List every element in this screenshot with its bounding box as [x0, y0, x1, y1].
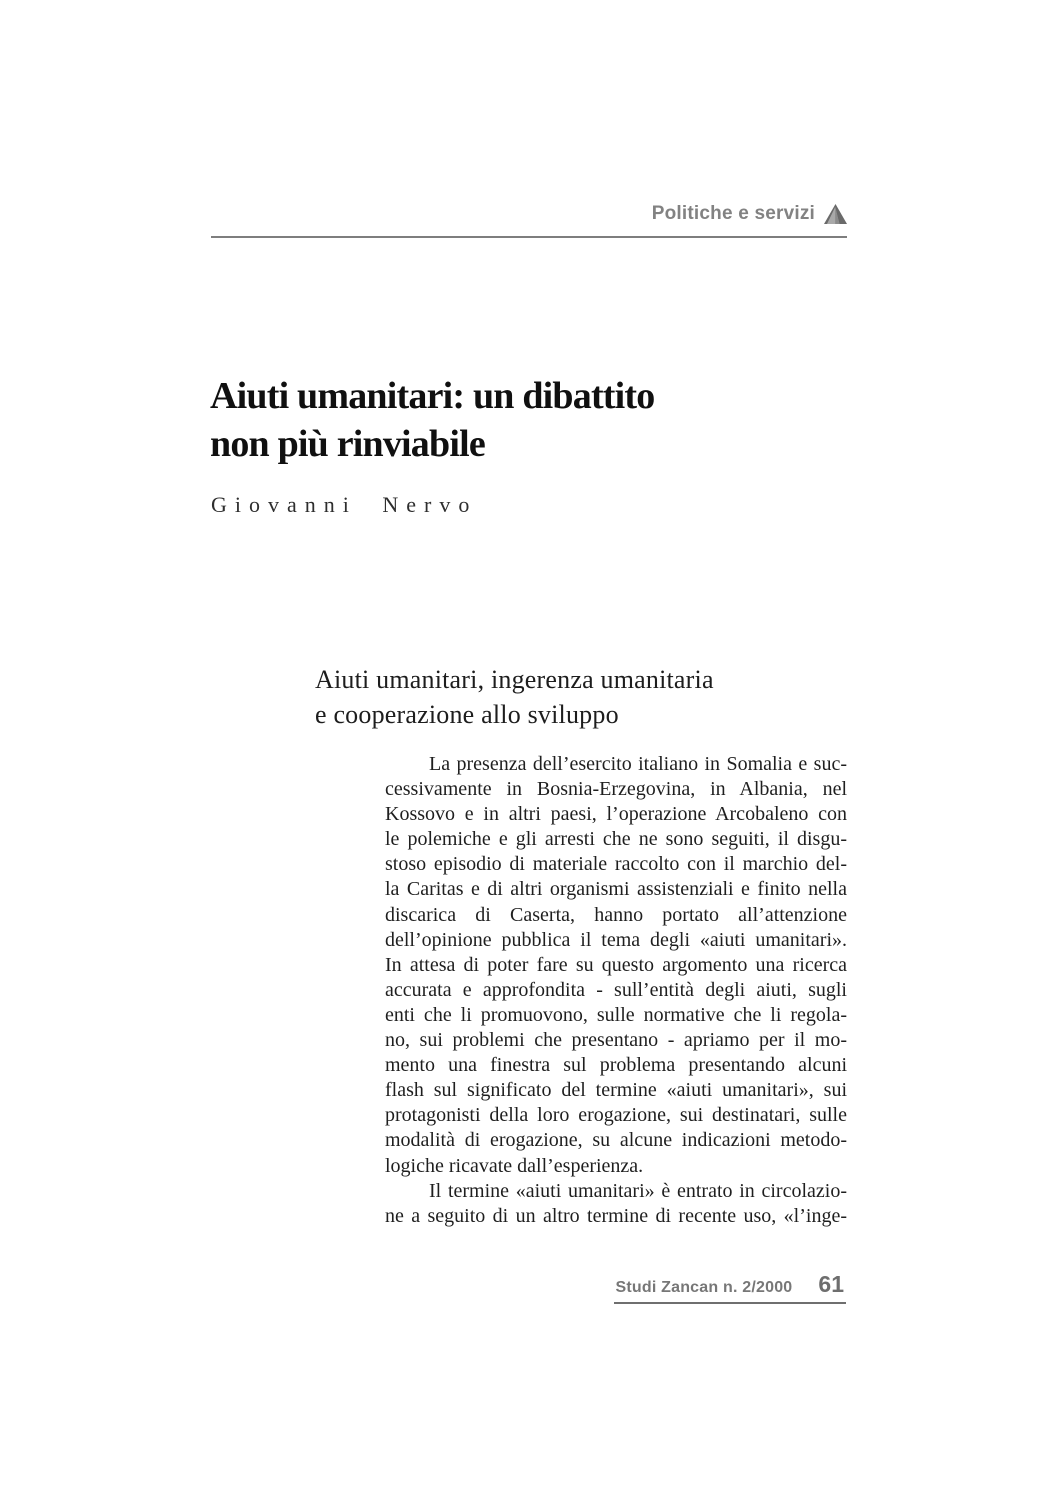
body-line: Il termine «aiuti umanitari» è entrato in circolazio-: [429, 1179, 847, 1202]
page-header: [211, 203, 847, 225]
body-line: ne a seguito di un altro termine di recente uso, «l’inge-: [385, 1204, 847, 1227]
page-footer: [614, 1271, 847, 1304]
body-line: In attesa di poter fare su questo argomento una ricerca: [385, 953, 847, 976]
body-line: logiche ricavate dall’esperienza.: [385, 1154, 644, 1177]
running-head-label: Politiche e servizi: [651, 203, 815, 224]
body-line: Kossovo e in altri paesi, l’operazione Arcobaleno con: [385, 803, 847, 826]
article-body: [385, 752, 847, 1229]
body-line: no, sui problemi che presentano - apriamo per il mo-: [385, 1029, 847, 1052]
section-heading-line-1: Aiuti umanitari, ingerenza umanitaria: [315, 665, 714, 694]
header-rule: [211, 236, 847, 238]
body-line: accurata e approfondita - sull’entità degli aiuti, sugli: [385, 978, 847, 1001]
body-line: la Caritas e di altri organismi assistenziali e finito nella: [385, 878, 847, 901]
body-line: protagonisti della loro erogazione, sui destinatari, sulle: [385, 1104, 847, 1127]
page-number: 61: [818, 1271, 844, 1297]
body-line: le polemiche e gli arresti che ne sono seguiti, il disgu-: [385, 828, 847, 851]
article-title-line-1: Aiuti umanitari: un dibattito: [210, 375, 655, 417]
article-title: [210, 372, 654, 468]
body-line: modalità di erogazione, su alcune indicazioni metodo-: [385, 1129, 847, 1152]
journal-issue-label: Studi Zancan n. 2/2000: [615, 1279, 793, 1296]
article-author: Giovanni Nervo: [211, 492, 478, 517]
body-line: enti che li promuovono, sulle normative che li regola-: [385, 1003, 847, 1026]
section-heading: [315, 662, 714, 732]
body-line: cessivamente in Bosnia-Erzegovina, in Albania, nel: [385, 778, 847, 801]
article-title-line-2: non più rinviabile: [210, 423, 485, 465]
body-line: mento una finestra sul problema presentando alcuni: [385, 1054, 847, 1077]
section-heading-line-2: e cooperazione allo sviluppo: [315, 700, 619, 729]
body-line: dell’opinione pubblica il tema degli «aiuti umanitari».: [385, 928, 847, 951]
body-line: La presenza dell’esercito italiano in Somalia e suc-: [429, 753, 847, 775]
body-line: discarica di Caserta, hanno portato all’attenzione: [385, 903, 847, 926]
pyramid-triangle-icon: [824, 204, 847, 224]
body-line: flash sul significato del termine «aiuti umanitari», sui: [385, 1079, 847, 1102]
body-line: stoso episodio di materiale raccolto con il marchio del-: [385, 853, 847, 876]
